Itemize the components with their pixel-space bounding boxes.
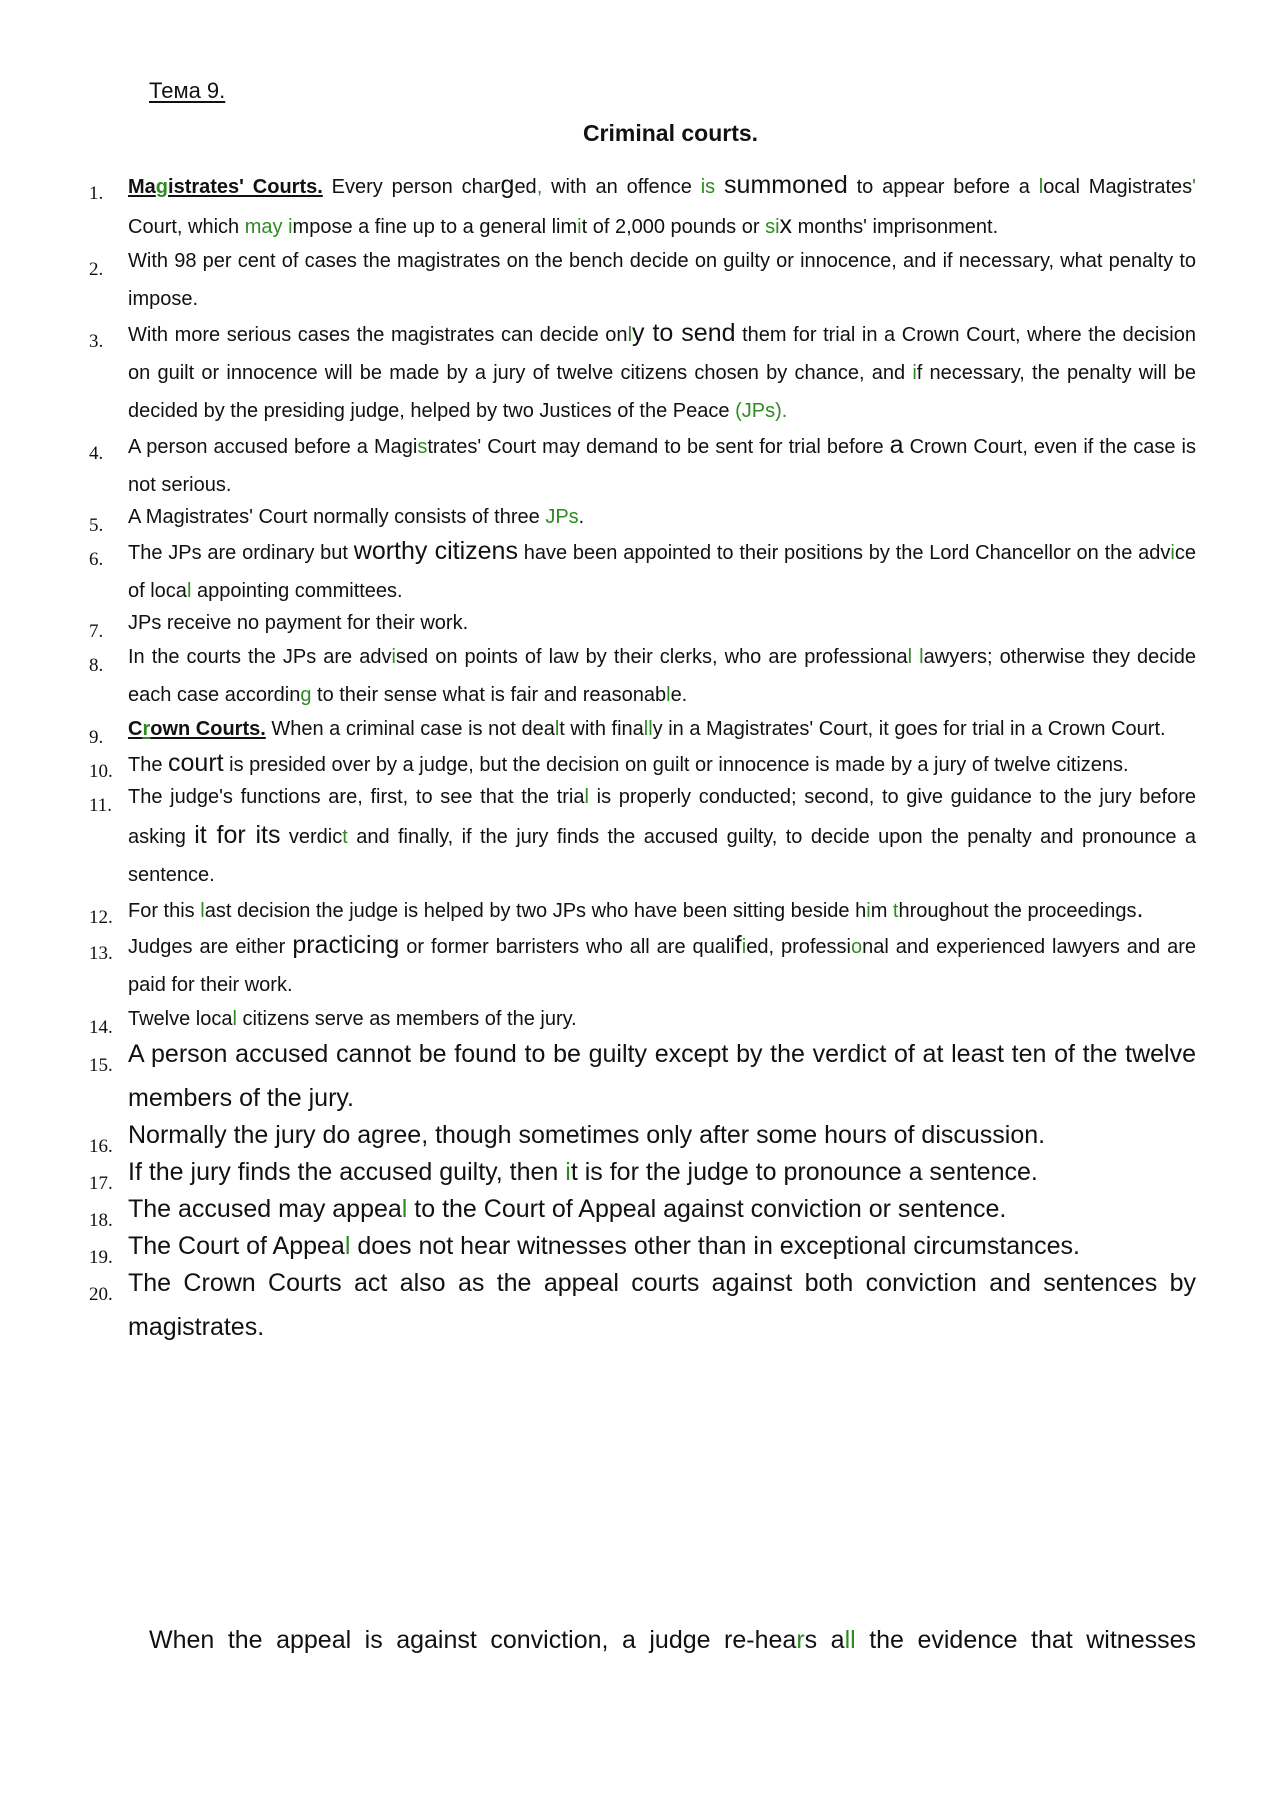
text-run: l xyxy=(627,324,633,346)
list-item-number: 13. xyxy=(89,943,113,964)
list-item-text xyxy=(128,638,1196,714)
list-item-number: 10. xyxy=(89,761,113,782)
list-item-number: 6. xyxy=(89,549,104,570)
text-run: or former barristers who all are quali xyxy=(399,936,735,958)
text-run: l xyxy=(186,580,192,602)
text-run: The judge's functions are, first, to see that the tria xyxy=(128,786,585,808)
text-run: nal and experienced lawyers and are paid for their work. xyxy=(128,936,1197,996)
text-run: Normally the jury do agree, though sometimes only after some hours of discussion. xyxy=(128,1121,1046,1149)
list-item-number: 4. xyxy=(89,443,104,464)
text-run: is presided over by a judge, but the decision on guilt or innocence is made by a jury of twelve citizens. xyxy=(223,754,1129,776)
list-item xyxy=(89,498,1196,536)
list-item-number: 9. xyxy=(89,727,104,748)
list-item-text xyxy=(128,926,1196,1004)
text-run: The Crown Courts act also as the appeal courts against both conviction and sentences by magistrates. xyxy=(128,1269,1196,1341)
list-item-text xyxy=(128,1032,1196,1120)
list-item-number: 3. xyxy=(89,331,104,352)
text-run: t with fina xyxy=(559,718,644,740)
text-run: l xyxy=(401,1195,408,1223)
text-run: t xyxy=(892,900,899,922)
list-item-text xyxy=(128,314,1196,430)
text-run: f xyxy=(734,931,742,959)
text-run: t of 2,000 pounds or xyxy=(581,216,766,238)
text-run: i xyxy=(912,362,917,384)
text-run: ed, professi xyxy=(746,936,851,958)
text-run: l xyxy=(200,900,205,922)
numbered-list xyxy=(89,166,1197,1349)
text-run: In the courts the JPs are adv xyxy=(128,646,392,668)
topic-heading: Тема 9. xyxy=(149,78,226,103)
text-run: is properly conducted; second, to give guidance to the jury before asking xyxy=(128,786,1196,848)
list-item-number: 2. xyxy=(89,259,104,280)
closing-paragraph xyxy=(149,1618,1196,1662)
list-item-number: 16. xyxy=(89,1136,113,1157)
text-run: to their sense what is fair and reasonab xyxy=(311,684,667,706)
text-run: With 98 per cent of cases the magistrates on the bench decide on guilty or innocence, and if necessary, what penalty to impose. xyxy=(128,250,1196,310)
text-run: With more serious cases the magistrates can decide on xyxy=(128,324,628,346)
list-item-text xyxy=(128,778,1196,894)
text-run: ll xyxy=(844,1626,856,1654)
text-run: (JPs). xyxy=(735,400,788,422)
text-run: The JPs are ordinary but xyxy=(128,542,354,564)
list-item-number: 1. xyxy=(89,183,104,204)
text-run: JPs receive no payment for their work. xyxy=(128,612,469,634)
list-item xyxy=(89,604,1196,642)
text-run: JPs xyxy=(545,506,579,528)
text-run: Crown Court, even if the case is not serious. xyxy=(128,436,1196,496)
text-run: t is for the judge to pronounce a sentence. xyxy=(570,1158,1038,1186)
text-run: f necessary, the penalty will be decided by the presiding judge, helped by two Justices of the Peace xyxy=(128,362,1196,422)
text-run: The Court of Appea xyxy=(128,1232,345,1260)
text-run: r xyxy=(142,718,151,740)
list-item-text xyxy=(128,604,1196,642)
list-item-text xyxy=(128,498,1196,536)
text-run: e. xyxy=(670,684,688,706)
text-run: m xyxy=(870,900,893,922)
text-run: x xyxy=(779,211,793,239)
list-item-number: 20. xyxy=(89,1284,113,1305)
list-item-text xyxy=(128,166,1196,246)
text-run xyxy=(715,176,724,198)
text-run: appointing committees. xyxy=(191,580,403,602)
list-item-number: 7. xyxy=(89,621,104,642)
list-item-text xyxy=(128,710,1196,748)
list-item xyxy=(89,710,1196,748)
list-item-number: 12. xyxy=(89,907,113,928)
text-run: l xyxy=(554,718,560,740)
text-run: A person accused cannot be found to be guilty except by the verdict of at least ten of the twelve members of the jury. xyxy=(128,1040,1196,1112)
text-run: them for trial in a Crown Court, where the decision on guilt or innocence will be made by a jury of twelve citizens chosen by chance, and xyxy=(128,324,1196,384)
text-run: court xyxy=(168,749,224,777)
text-run: i xyxy=(391,646,396,668)
list-item-number: 17. xyxy=(89,1173,113,1194)
text-run: l xyxy=(1038,176,1044,198)
text-run: r xyxy=(796,1626,805,1654)
text-run: with an offence xyxy=(542,176,701,198)
text-run: Judges are either xyxy=(128,936,293,958)
text-run: ll xyxy=(643,718,653,740)
text-run: When a criminal case is not dea xyxy=(265,718,555,740)
list-item xyxy=(89,1032,1196,1120)
text-run: . xyxy=(1136,895,1144,923)
text-run: l xyxy=(344,1232,351,1260)
text-run: l xyxy=(584,786,589,808)
text-run: si xyxy=(765,216,780,238)
text-run: ed xyxy=(514,176,537,198)
text-run: verdic xyxy=(280,826,343,848)
text-run: may xyxy=(244,216,283,238)
list-item-text xyxy=(128,890,1196,930)
list-item-number: 14. xyxy=(89,1017,113,1038)
text-run: ocal Magistrates xyxy=(1043,176,1193,198)
text-run: g xyxy=(155,176,169,198)
text-run: hroughout the proceedings xyxy=(898,900,1137,922)
text-run: worthy citizens xyxy=(353,537,518,565)
text-run: l xyxy=(907,646,913,668)
text-run: months' imprisonment. xyxy=(792,216,999,238)
list-item-text xyxy=(128,426,1196,504)
text-run: For this xyxy=(128,900,201,922)
text-run: ce of loca xyxy=(128,542,1196,602)
text-run: awyers; otherwise they decide each case accordin xyxy=(128,646,1196,706)
text-run: Twelve loca xyxy=(128,1008,233,1030)
list-item-text xyxy=(128,532,1196,610)
list-item xyxy=(89,926,1197,1004)
text-run: Court, which xyxy=(128,216,245,238)
text-run: to appear before a xyxy=(847,176,1039,198)
text-run: have been appointed to their positions by the Lord Chancellor on the adv xyxy=(517,542,1171,564)
text-run: t xyxy=(342,826,348,848)
text-run: Every person char xyxy=(322,176,501,198)
text-run: l xyxy=(919,646,924,668)
text-run: trates' Court may demand to be sent for trial before xyxy=(427,436,890,458)
list-item xyxy=(89,242,1196,318)
text-run: mpose a fine up to a general lim xyxy=(292,216,578,238)
text-run: i xyxy=(741,936,747,958)
list-item-text xyxy=(128,1261,1196,1349)
list-item xyxy=(89,1261,1196,1349)
text-run: The xyxy=(128,754,169,776)
list-item xyxy=(89,638,1196,714)
list-item xyxy=(89,166,1196,246)
text-run: s a xyxy=(804,1626,845,1654)
text-run: The accused may appea xyxy=(128,1195,402,1223)
page-title: Criminal courts. xyxy=(582,120,759,146)
list-item-number: 8. xyxy=(89,655,104,676)
list-item xyxy=(89,426,1196,504)
text-run: summoned xyxy=(724,171,848,199)
text-run: . xyxy=(578,506,585,528)
text-run: If the jury finds the accused guilty, then xyxy=(128,1158,566,1186)
text-run: ' xyxy=(1192,176,1196,198)
text-run: g xyxy=(300,684,312,706)
list-item xyxy=(89,778,1196,894)
list-item-number: 19. xyxy=(89,1247,113,1268)
text-run: to the Court of Appeal against conviction or sentence. xyxy=(407,1195,1007,1223)
list-item-number: 11. xyxy=(89,795,113,816)
text-run: does not hear witnesses other than in exceptional circumstances. xyxy=(350,1232,1080,1260)
text-run: practicing xyxy=(292,931,400,959)
text-run: Ma xyxy=(128,176,156,198)
list-item-number: 15. xyxy=(89,1055,113,1076)
text-run: , xyxy=(536,176,543,198)
text-run: a xyxy=(889,431,904,459)
text-run: the evidence that witnesses xyxy=(855,1626,1197,1654)
text-run: i xyxy=(1170,542,1175,564)
list-item xyxy=(89,890,1196,930)
text-run: y to send xyxy=(632,319,736,347)
list-item-number: 5. xyxy=(89,515,104,536)
text-run: C xyxy=(128,718,143,740)
text-run: A person accused before a Magi xyxy=(128,436,418,458)
text-run: A Magistrates' Court normally consists of three xyxy=(128,506,546,528)
list-item xyxy=(89,314,1196,430)
text-run: istrates' Courts. xyxy=(168,176,323,198)
list-item-text xyxy=(128,242,1196,318)
text-run: own Courts. xyxy=(150,718,266,740)
text-run: g xyxy=(500,171,515,199)
list-item xyxy=(89,532,1196,610)
text-run: sed on points of law by their clerks, who are professiona xyxy=(395,646,908,668)
text-run: citizens serve as members of the jury. xyxy=(236,1008,577,1030)
text-run: y in a Magistrates' Court, it goes for trial in a Crown Court. xyxy=(652,718,1166,740)
text-run: i xyxy=(866,900,871,922)
text-run: When the appeal is against conviction, a judge re-hea xyxy=(149,1626,797,1654)
text-run: ast decision the judge is helped by two JPs who have been sitting beside h xyxy=(204,900,867,922)
text-run: i xyxy=(565,1158,571,1186)
text-run: and finally, if the jury finds the accused guilty, to decide upon the penalty and pronounce a sentence. xyxy=(128,826,1196,886)
text-run: o xyxy=(851,936,863,958)
text-run: it for its xyxy=(194,821,281,849)
text-run: l xyxy=(666,684,671,706)
list-item-number: 18. xyxy=(89,1210,113,1231)
text-run: s xyxy=(417,436,428,458)
text-run: i xyxy=(577,216,582,238)
text-run: l xyxy=(232,1008,237,1030)
text-run: i xyxy=(288,216,293,238)
text-run: is xyxy=(700,176,716,198)
